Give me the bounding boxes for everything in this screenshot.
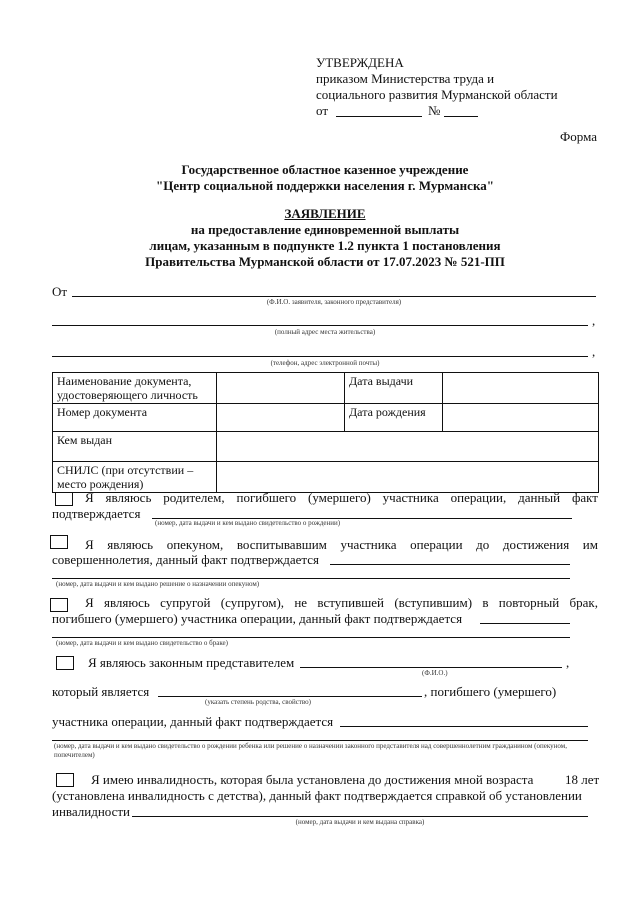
option-parent-confirm-label: подтверждается bbox=[52, 506, 141, 521]
option-representative-checkbox[interactable] bbox=[56, 656, 74, 670]
approval-order-line: приказом Министерства труда и bbox=[316, 71, 495, 86]
option-spouse-hint: (номер, дата выдачи и кем выдано свидетельство о браке) bbox=[56, 639, 228, 647]
option-representative-hint: (номер, дата выдачи и кем выдано свидетельство о рождении ребенка или решение о назначении законного представителя над совершеннолетним гражданином (опекуном, попечителем) bbox=[54, 742, 567, 759]
approval-from-label: от bbox=[316, 103, 329, 118]
option-spouse-confirm-field-1[interactable] bbox=[480, 623, 570, 624]
option-disability-confirm-label: (установлена инвалидность с детства), данный факт подтверждается справкой об установлении bbox=[52, 788, 582, 803]
option-representative-confirm-label: участника операции, данный факт подтверждается bbox=[52, 714, 334, 729]
option-representative-confirm-field-1[interactable] bbox=[340, 726, 588, 727]
from-label: От bbox=[52, 284, 68, 299]
birth-date-cell[interactable] bbox=[443, 404, 599, 432]
issued-by-cell[interactable] bbox=[217, 432, 599, 462]
document-title-block bbox=[52, 206, 598, 270]
option-representative-fio-field[interactable] bbox=[300, 667, 562, 668]
approval-number-field[interactable] bbox=[444, 116, 478, 117]
option-disability-checkbox[interactable] bbox=[56, 773, 74, 787]
option-disability-text: Я имею инвалидность, которая была установлена до достижения мной возраста bbox=[91, 772, 534, 787]
option-representative-confirm-field-2[interactable] bbox=[52, 740, 588, 741]
option-parent-hint: (номер, дата выдачи и кем выдано свидетельство о рождении) bbox=[155, 519, 341, 527]
doc-name-label: Наименование документа, удостоверяющего личность bbox=[53, 373, 217, 404]
issue-date-label: Дата выдачи bbox=[345, 373, 443, 404]
approval-date-field[interactable] bbox=[336, 116, 422, 117]
option-guardian-checkbox[interactable] bbox=[50, 535, 68, 549]
birth-date-label: Дата рождения bbox=[345, 404, 443, 432]
option-guardian-text: Я являюсь опекуном, воспитывавшим участника операции до достижения им bbox=[85, 537, 598, 552]
option-disability-cont-label: инвалидности bbox=[52, 804, 131, 819]
option-guardian-confirm-field-2[interactable] bbox=[52, 578, 570, 579]
contacts-field[interactable] bbox=[52, 356, 588, 357]
option-disability-age: 18 лет bbox=[565, 772, 600, 787]
approval-title: УТВЕРЖДЕНА bbox=[316, 55, 404, 70]
doc-number-label: Номер документа bbox=[53, 404, 217, 432]
title-line-2: лицам, указанным в подпункте 1.2 пункта 1 постановления bbox=[149, 238, 501, 253]
institution-name: "Центр социальной поддержки населения г. Мурманска" bbox=[156, 178, 494, 193]
snils-label: СНИЛС (при отсутствии – место рождения) bbox=[53, 462, 217, 493]
institution-type: Государственное областное казенное учреждение bbox=[181, 162, 469, 177]
option-representative-text: Я являюсь законным представителем bbox=[88, 655, 295, 670]
option-representative-comma: , bbox=[566, 655, 570, 670]
address-hint: (полный адрес места жительства) bbox=[274, 328, 376, 336]
option-guardian-confirm-label: совершеннолетия, данный факт подтверждается bbox=[52, 552, 319, 567]
issue-date-cell[interactable] bbox=[443, 373, 599, 404]
option-parent-checkbox[interactable] bbox=[55, 492, 73, 506]
title-line-1: на предоставление единовременной выплаты bbox=[190, 222, 460, 237]
contacts-hint: (телефон, адрес электронной почты) bbox=[270, 359, 380, 367]
identity-document-table bbox=[52, 372, 599, 493]
option-guardian-confirm-field-1[interactable] bbox=[330, 564, 570, 565]
option-spouse-checkbox[interactable] bbox=[50, 598, 68, 612]
applicant-name-hint: (Ф.И.О. заявителя, законного представителя) bbox=[266, 298, 402, 306]
institution-block bbox=[52, 162, 598, 194]
option-guardian-hint: (номер, дата выдачи и кем выдано решение о назначении опекуном) bbox=[56, 580, 260, 588]
address-comma: , bbox=[592, 313, 596, 328]
form-label: Форма bbox=[560, 129, 597, 144]
option-representative-fio-hint: (Ф.И.О.) bbox=[422, 669, 448, 677]
approval-ministry-line: социального развития Мурманской области bbox=[316, 87, 558, 102]
applicant-name-field[interactable] bbox=[72, 296, 596, 297]
option-representative-which-label: который является bbox=[52, 684, 150, 699]
document-title: ЗАЯВЛЕНИЕ bbox=[284, 206, 366, 221]
issued-by-label: Кем выдан bbox=[53, 432, 217, 462]
option-spouse-confirm-field-2[interactable] bbox=[52, 637, 570, 638]
approval-number-label: № bbox=[428, 103, 441, 118]
option-disability-confirm-field[interactable] bbox=[132, 816, 588, 817]
option-spouse-text: Я являюсь супругой (супругом), не вступившей (вступившим) в повторный брак, bbox=[85, 595, 598, 610]
snils-cell[interactable] bbox=[217, 462, 599, 493]
option-spouse-confirm-label: погибшего (умершего) участника операции, данный факт подтверждается bbox=[52, 611, 463, 626]
option-representative-deceased-label: , погибшего (умершего) bbox=[424, 684, 557, 699]
doc-number-cell[interactable] bbox=[217, 404, 345, 432]
approval-block bbox=[316, 55, 616, 119]
contacts-comma: , bbox=[592, 344, 596, 359]
option-representative-kinship-hint: (указать степень родства, свойство) bbox=[205, 698, 311, 706]
option-parent-text: Я являюсь родителем, погибшего (умершего) участника операции, данный факт bbox=[85, 490, 598, 505]
option-disability-hint: (номер, дата выдачи и кем выдана справка) bbox=[295, 818, 425, 826]
address-field[interactable] bbox=[52, 325, 588, 326]
doc-name-cell[interactable] bbox=[217, 373, 345, 404]
title-line-3: Правительства Мурманской области от 17.07.2023 № 521-ПП bbox=[145, 254, 505, 269]
option-representative-kinship-field[interactable] bbox=[158, 696, 422, 697]
